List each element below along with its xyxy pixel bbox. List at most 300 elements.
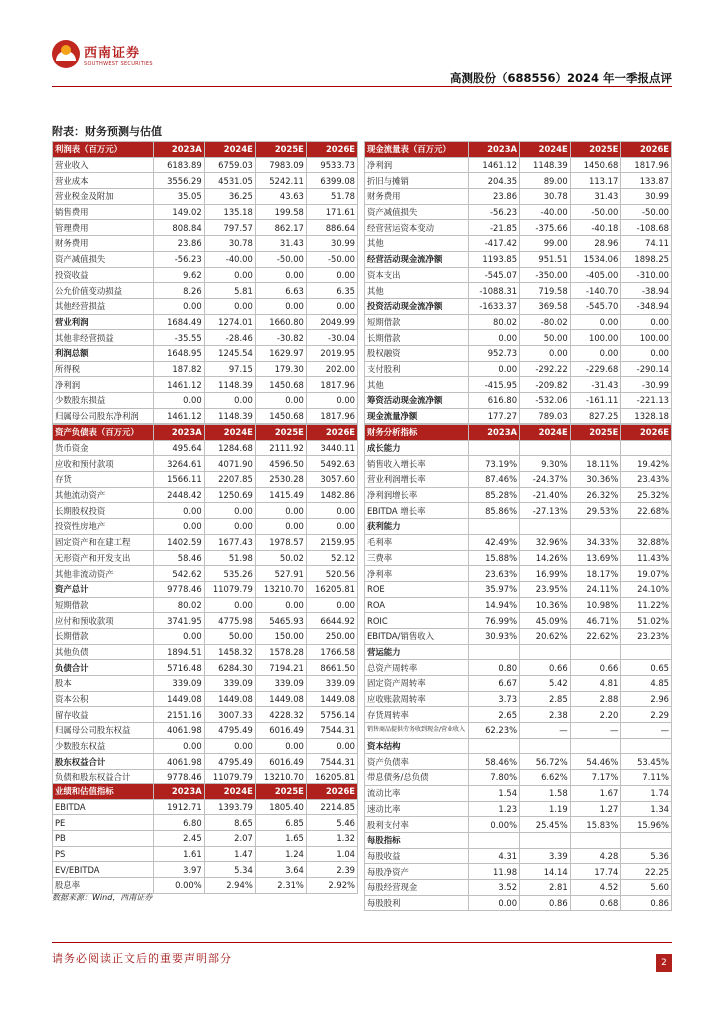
value-cell: 0.86 [520, 895, 571, 911]
value-cell: 2207.85 [204, 472, 255, 488]
value-cell: 1.65 [255, 831, 306, 847]
value-cell: 15.96% [621, 817, 672, 833]
table-row [365, 189, 672, 205]
value-cell: 13210.70 [255, 581, 306, 597]
value-cell: 616.80 [469, 393, 520, 409]
table-title: 财务分析指标 [365, 425, 469, 441]
balance-sheet-table [52, 424, 358, 786]
value-cell: 6399.08 [306, 173, 357, 189]
value-cell: 149.02 [153, 204, 204, 220]
value-cell: 4.81 [570, 676, 621, 692]
value-cell: 15.88% [469, 550, 520, 566]
table-row [53, 613, 358, 629]
value-cell: 1677.43 [204, 534, 255, 550]
value-cell: 3.73 [469, 691, 520, 707]
value-cell: 42.49% [469, 534, 520, 550]
table-title: 利润表（百万元） [53, 142, 154, 158]
row-label: 其他负债 [53, 644, 154, 660]
table-header-row [53, 142, 358, 158]
value-cell: 0.68 [570, 895, 621, 911]
value-cell: 4531.05 [204, 173, 255, 189]
table-row [365, 298, 672, 314]
value-cell: 4228.32 [255, 707, 306, 723]
year-header: 2024E [204, 425, 255, 441]
row-label: 净利率 [365, 566, 469, 582]
value-cell [469, 738, 520, 754]
year-header: 2026E [621, 425, 672, 441]
value-cell: 34.33% [570, 534, 621, 550]
logo-name-en: SOUTHWEST SECURITIES [84, 60, 153, 67]
year-header: 2023A [153, 784, 204, 800]
value-cell: 14.14 [520, 864, 571, 880]
table-row [53, 236, 358, 252]
table-row [365, 251, 672, 267]
year-header: 2026E [621, 142, 672, 158]
table-row [365, 613, 672, 629]
row-label: 速动比率 [365, 801, 469, 817]
value-cell: 1.04 [306, 846, 357, 862]
value-cell [469, 832, 520, 848]
row-label: 带息债务/总负债 [365, 770, 469, 786]
row-label: 每股指标 [365, 832, 469, 848]
value-cell: 35.97% [469, 581, 520, 597]
value-cell: 339.09 [255, 676, 306, 692]
value-cell: 31.43 [570, 189, 621, 205]
table-row [53, 754, 358, 770]
value-cell: 1.74 [621, 785, 672, 801]
value-cell: 0.00 [469, 330, 520, 346]
value-cell: 4795.49 [204, 754, 255, 770]
table-row [365, 864, 672, 880]
value-cell: 339.09 [204, 676, 255, 692]
table-row [365, 801, 672, 817]
value-cell: — [621, 723, 672, 739]
value-cell: -405.00 [570, 267, 621, 283]
year-header: 2023A [469, 142, 520, 158]
value-cell: -415.95 [469, 377, 520, 393]
row-label: ROIC [365, 613, 469, 629]
value-cell: 0.00 [520, 345, 571, 361]
value-cell: 1684.49 [153, 314, 204, 330]
row-label: 股权融资 [365, 345, 469, 361]
value-cell: -30.04 [306, 330, 357, 346]
table-row [365, 519, 672, 535]
value-cell: 8.26 [153, 283, 204, 299]
table-row [365, 345, 672, 361]
page-header [52, 40, 672, 90]
value-cell: 10.36% [520, 597, 571, 613]
table-row [53, 440, 358, 456]
row-label: 归属母公司股东权益 [53, 723, 154, 739]
row-label: 净利润 [365, 157, 469, 173]
row-label: 存货周转率 [365, 707, 469, 723]
value-cell: 808.84 [153, 220, 204, 236]
value-cell: 0.00 [204, 267, 255, 283]
value-cell: -221.13 [621, 393, 672, 409]
row-label: PS [53, 846, 154, 862]
table-row [53, 815, 358, 831]
table-row [365, 440, 672, 456]
value-cell: 1.27 [570, 801, 621, 817]
row-label: 负债合计 [53, 660, 154, 676]
value-cell: 886.64 [306, 220, 357, 236]
logo-name-cn: 西南证券 [84, 45, 141, 61]
value-cell: 2.38 [520, 707, 571, 723]
row-label: 少数股东损益 [53, 393, 154, 409]
row-label: 投资收益 [53, 267, 154, 283]
row-label: 股息率 [53, 878, 154, 894]
value-cell: 1415.49 [255, 487, 306, 503]
value-cell: 11079.79 [204, 581, 255, 597]
value-cell: 4596.50 [255, 456, 306, 472]
table-title: 资产负债表（百万元） [53, 425, 154, 441]
value-cell: 0.00 [204, 519, 255, 535]
value-cell [621, 738, 672, 754]
valuation-table [52, 783, 358, 894]
value-cell: 4.28 [570, 848, 621, 864]
value-cell: 22.68% [621, 503, 672, 519]
row-label: 财务费用 [53, 236, 154, 252]
value-cell: 1274.01 [204, 314, 255, 330]
value-cell: 11.22% [621, 597, 672, 613]
year-header: 2025E [255, 784, 306, 800]
value-cell: 5.34 [204, 862, 255, 878]
value-cell: 5.36 [621, 848, 672, 864]
value-cell: 30.78 [204, 236, 255, 252]
value-cell [570, 644, 621, 660]
value-cell: -375.66 [520, 220, 571, 236]
value-cell: -21.85 [469, 220, 520, 236]
value-cell: 1461.12 [469, 157, 520, 173]
value-cell: -31.43 [570, 377, 621, 393]
value-cell: 19.07% [621, 566, 672, 582]
row-label: 长期股权投资 [53, 503, 154, 519]
value-cell: 0.00 [204, 738, 255, 754]
value-cell: 99.00 [520, 236, 571, 252]
value-cell: 5716.48 [153, 660, 204, 676]
value-cell [469, 440, 520, 456]
value-cell: 4.52 [570, 879, 621, 895]
value-cell: 4795.49 [204, 723, 255, 739]
footer-divider [52, 942, 672, 943]
value-cell: 1817.96 [306, 377, 357, 393]
row-label: 留存收益 [53, 707, 154, 723]
value-cell: -56.23 [469, 204, 520, 220]
value-cell: 62.23% [469, 723, 520, 739]
value-cell: 0.00 [255, 738, 306, 754]
value-cell: 0.86 [621, 895, 672, 911]
value-cell: 0.00 [306, 298, 357, 314]
table-row [365, 204, 672, 220]
value-cell: 0.00 [255, 597, 306, 613]
year-header: 2026E [306, 425, 357, 441]
value-cell: 50.00 [520, 330, 571, 346]
value-cell: 719.58 [520, 283, 571, 299]
value-cell: 1.67 [570, 785, 621, 801]
value-cell: -350.00 [520, 267, 571, 283]
value-cell: 5.60 [621, 879, 672, 895]
value-cell: 3556.29 [153, 173, 204, 189]
row-label: 营运能力 [365, 644, 469, 660]
value-cell: 16205.81 [306, 770, 357, 786]
value-cell: 51.98 [204, 550, 255, 566]
value-cell: 50.00 [204, 628, 255, 644]
value-cell: 0.00 [204, 503, 255, 519]
value-cell: 30.36% [570, 472, 621, 488]
value-cell: 9778.46 [153, 770, 204, 786]
year-header: 2024E [204, 142, 255, 158]
value-cell: 1449.08 [306, 691, 357, 707]
row-label: 负债和股东权益合计 [53, 770, 154, 786]
table-row [365, 676, 672, 692]
value-cell: 13210.70 [255, 770, 306, 786]
table-row [365, 691, 672, 707]
value-cell: 0.00 [255, 503, 306, 519]
table-row [53, 298, 358, 314]
value-cell: -50.00 [570, 204, 621, 220]
table-row [53, 738, 358, 754]
financial-ratios-table [364, 424, 672, 911]
value-cell [520, 832, 571, 848]
table-row [53, 408, 358, 424]
value-cell: 58.46% [469, 754, 520, 770]
row-label: 固定资产和在建工程 [53, 534, 154, 550]
value-cell [520, 440, 571, 456]
row-label: 每股股利 [365, 895, 469, 911]
value-cell [570, 519, 621, 535]
value-cell: 9778.46 [153, 581, 204, 597]
value-cell: 9.62 [153, 267, 204, 283]
value-cell: 6183.89 [153, 157, 204, 173]
value-cell: 54.46% [570, 754, 621, 770]
value-cell: 951.51 [520, 251, 571, 267]
value-cell: 3.97 [153, 862, 204, 878]
value-cell: 85.28% [469, 487, 520, 503]
logo-icon [52, 40, 80, 68]
table-row [53, 157, 358, 173]
value-cell: 4061.98 [153, 754, 204, 770]
table-title: 现金流量表（百万元） [365, 142, 469, 158]
value-cell: 23.63% [469, 566, 520, 582]
row-label: 成长能力 [365, 440, 469, 456]
value-cell: 2111.92 [255, 440, 306, 456]
value-cell: 17.74 [570, 864, 621, 880]
company-logo [52, 40, 153, 68]
row-label: PB [53, 831, 154, 847]
value-cell: 1766.58 [306, 644, 357, 660]
table-row [365, 267, 672, 283]
table-row [53, 487, 358, 503]
value-cell: 20.62% [520, 628, 571, 644]
table-row [53, 204, 358, 220]
page-number: 2 [656, 954, 672, 972]
value-cell: 204.35 [469, 173, 520, 189]
table-row [53, 314, 358, 330]
value-cell [570, 440, 621, 456]
value-cell: 7983.09 [255, 157, 306, 173]
value-cell: 177.27 [469, 408, 520, 424]
table-row [53, 660, 358, 676]
table-row [53, 566, 358, 582]
value-cell: -545.70 [570, 298, 621, 314]
table-row [365, 503, 672, 519]
value-cell: -292.22 [520, 361, 571, 377]
value-cell: 23.23% [621, 628, 672, 644]
year-header: 2023A [153, 425, 204, 441]
row-label: 财务费用 [365, 189, 469, 205]
row-label: 营业成本 [53, 173, 154, 189]
row-label: 资产总计 [53, 581, 154, 597]
value-cell: 11079.79 [204, 770, 255, 786]
value-cell: -40.00 [520, 204, 571, 220]
row-label: 资产负债率 [365, 754, 469, 770]
row-label: 货币资金 [53, 440, 154, 456]
table-row [365, 770, 672, 786]
row-label: EBITDA/销售收入 [365, 628, 469, 644]
row-label: EBITDA [53, 799, 154, 815]
table-row [365, 157, 672, 173]
row-label: 短期借款 [365, 314, 469, 330]
value-cell: 1817.96 [621, 157, 672, 173]
value-cell: 0.00 [255, 267, 306, 283]
row-label: 资本公积 [53, 691, 154, 707]
table-row [53, 846, 358, 862]
value-cell: 2.45 [153, 831, 204, 847]
row-label: 资产减值损失 [53, 251, 154, 267]
value-cell: 87.46% [469, 472, 520, 488]
table-row [53, 644, 358, 660]
value-cell: -21.40% [520, 487, 571, 503]
value-cell: -348.94 [621, 298, 672, 314]
value-cell: 0.00% [153, 878, 204, 894]
value-cell: 862.17 [255, 220, 306, 236]
value-cell: 0.65 [621, 660, 672, 676]
row-label: 利润总额 [53, 345, 154, 361]
table-row [53, 456, 358, 472]
value-cell: 100.00 [621, 330, 672, 346]
value-cell: 0.00 [153, 628, 204, 644]
table-row [365, 487, 672, 503]
value-cell: 1148.39 [204, 408, 255, 424]
table-row [53, 597, 358, 613]
table-row [365, 723, 672, 739]
value-cell: 0.00 [153, 503, 204, 519]
table-row [53, 472, 358, 488]
row-label: 其他流动资产 [53, 487, 154, 503]
value-cell: 2049.99 [306, 314, 357, 330]
value-cell: -290.14 [621, 361, 672, 377]
value-cell: 202.00 [306, 361, 357, 377]
value-cell: 80.02 [469, 314, 520, 330]
report-title: 高测股份（688556）2024 年一季报点评 [449, 71, 672, 85]
table-row [365, 644, 672, 660]
row-label: 无形资产和开发支出 [53, 550, 154, 566]
table-row [53, 628, 358, 644]
value-cell: 495.64 [153, 440, 204, 456]
table-row [365, 785, 672, 801]
value-cell: 133.87 [621, 173, 672, 189]
value-cell: 0.00 [153, 393, 204, 409]
value-cell: 7.17% [570, 770, 621, 786]
row-label: 存货 [53, 472, 154, 488]
value-cell: 535.26 [204, 566, 255, 582]
value-cell: 2.96 [621, 691, 672, 707]
value-cell: 2.31% [255, 878, 306, 894]
table-row [365, 314, 672, 330]
row-label: 获利能力 [365, 519, 469, 535]
value-cell: 46.71% [570, 613, 621, 629]
value-cell: 250.00 [306, 628, 357, 644]
value-cell: 0.00 [204, 298, 255, 314]
value-cell: 1894.51 [153, 644, 204, 660]
table-row [53, 189, 358, 205]
value-cell: 1.58 [520, 785, 571, 801]
value-cell: 1250.69 [204, 487, 255, 503]
value-cell: 1450.68 [255, 408, 306, 424]
value-cell: 6.63 [255, 283, 306, 299]
value-cell: 1148.39 [520, 157, 571, 173]
value-cell: 14.26% [520, 550, 571, 566]
year-header: 2023A [469, 425, 520, 441]
table-row [53, 283, 358, 299]
value-cell: 18.11% [570, 456, 621, 472]
table-row [365, 236, 672, 252]
table-row [53, 691, 358, 707]
row-label: 每股净资产 [365, 864, 469, 880]
table-row [53, 361, 358, 377]
table-row [53, 251, 358, 267]
row-label: 投资活动现金流净额 [365, 298, 469, 314]
value-cell: 51.02% [621, 613, 672, 629]
value-cell: -532.06 [520, 393, 571, 409]
value-cell: 6644.92 [306, 613, 357, 629]
value-cell: 23.86 [153, 236, 204, 252]
value-cell: 3.39 [520, 848, 571, 864]
value-cell: 1193.85 [469, 251, 520, 267]
row-label: 支付股利 [365, 361, 469, 377]
row-label: 筹资活动现金流净额 [365, 393, 469, 409]
table-title: 业绩和估值指标 [53, 784, 154, 800]
row-label: 其他非经营损益 [53, 330, 154, 346]
value-cell: 3007.33 [204, 707, 255, 723]
value-cell: -140.70 [570, 283, 621, 299]
row-label: 资本结构 [365, 738, 469, 754]
value-cell: 7.80% [469, 770, 520, 786]
value-cell: -35.55 [153, 330, 204, 346]
row-label: 资本支出 [365, 267, 469, 283]
value-cell: 22.62% [570, 628, 621, 644]
value-cell: 1.32 [306, 831, 357, 847]
value-cell: 58.46 [153, 550, 204, 566]
value-cell: 36.25 [204, 189, 255, 205]
value-cell: -209.82 [520, 377, 571, 393]
value-cell: 0.66 [570, 660, 621, 676]
value-cell: 0.00 [255, 393, 306, 409]
value-cell: 85.86% [469, 503, 520, 519]
value-cell: 5465.93 [255, 613, 306, 629]
table-row [365, 566, 672, 582]
value-cell: 150.00 [255, 628, 306, 644]
table-header-row [365, 142, 672, 158]
value-cell: 1817.96 [306, 408, 357, 424]
row-label: 销售商品提供劳务收到现金/营业收入 [365, 723, 469, 739]
table-row [365, 597, 672, 613]
year-header: 2024E [204, 784, 255, 800]
value-cell: 0.00 [469, 361, 520, 377]
value-cell: 3440.11 [306, 440, 357, 456]
value-cell: -56.23 [153, 251, 204, 267]
table-row [365, 817, 672, 833]
